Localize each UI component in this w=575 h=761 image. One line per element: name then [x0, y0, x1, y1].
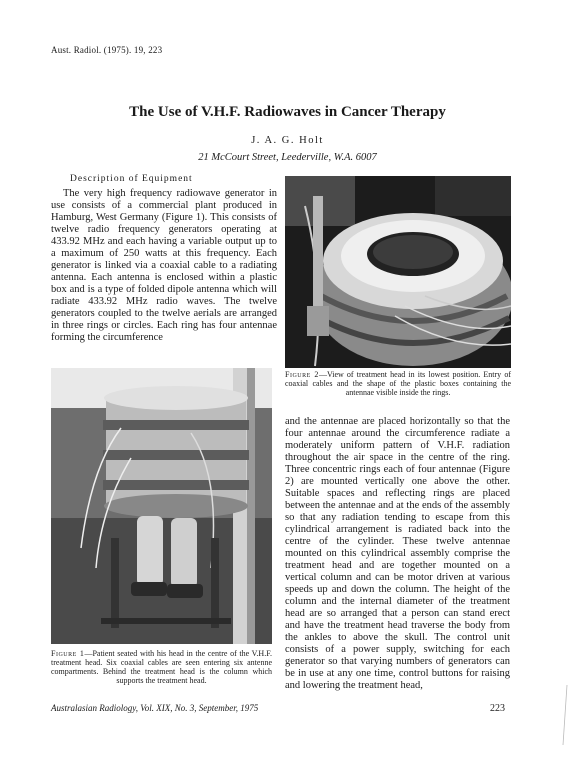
treatment-head-top-view-image: [285, 176, 511, 368]
figure-1-caption-text: —Patient seated with his head in the centre of the V.H.F. treatment head. Six coaxial cables are seen entering six antenne compartments. Behind the treatment head is the column which supports the treatment head.: [51, 649, 272, 685]
page-edge-mark: [562, 685, 568, 745]
figure-2-caption-text: —View of treatment head in its lowest position. Entry of coaxial cables and the shape of the plastic boxes containing the antennae visible inside the rings.: [285, 370, 511, 397]
article-address: 21 McCourt Street, Leederville, W.A. 6007: [198, 152, 377, 163]
figure-2-caption: [285, 370, 511, 397]
figure-2-label: Figure 2: [285, 370, 319, 379]
article-title: The Use of V.H.F. Radiowaves in Cancer Therapy: [129, 104, 446, 120]
figure-2-photo: [285, 176, 511, 368]
footer-journal-info: Australasian Radiology, Vol. XIX, No. 3, September, 1975: [51, 703, 259, 713]
patient-in-treatment-head-image: [51, 368, 272, 644]
figure-1-caption: [51, 649, 272, 685]
page-number: 223: [490, 703, 505, 714]
body-text-column-2: and the antennae are placed horizontally so that the four antennae around the circumference radiate a moderately uniform pattern of V.H.F. radiation throughout the air space in the centre of the ring. Three concentric rings each of four antennae (Figure 2) are mounted vertically one above the other. Suitable spaces and reflecting rings are placed between the antennae and at the ends of the assembly so that any radiation tending to escape from this cylindrical arrangement is radiated back into the centre of the cylinder. These twelve antennae mounted on this cylindrical assembly comprise the treatment head and are together mounted on a vertical column and can be motor driven at various speeds up and down the column. The height of the column and the internal diameter of the treatment head are so arranged that a person can stand erect and have the treatment head traverse the body from the ankles to above the skull. The control unit consists of a power supply, switching for each generator so that varying numbers of generators can be in use at any one time, control buttons for raising and lowering the treatment head,: [285, 416, 510, 691]
figure-1-label: Figure 1: [51, 649, 85, 658]
section-heading: Description of Equipment: [70, 174, 193, 184]
journal-reference: Aust. Radiol. (1975). 19, 223: [51, 45, 163, 55]
figure-1-photo: [51, 368, 272, 644]
article-author: J. A. G. Holt: [251, 135, 324, 146]
body-text-column-1: The very high frequency radiowave generator in use consists of a commercial plant produced in Hamburg, West Germany (Figure 1). This consists of twelve radio frequency generators operating at 433.92 MHz and each having a variable output up to a maximum of 250 watts at this frequency. Each generator is linked via a coaxial cable to a radiating antenna. Each antenna is enclosed within a plastic box and is a type of folded dipole antenna which will radiate 433.92 MHz radio waves. The twelve generators coupled to the twelve aerials are arranged in three rings or circles. Each ring has four antennae forming the circumference: [51, 188, 277, 343]
